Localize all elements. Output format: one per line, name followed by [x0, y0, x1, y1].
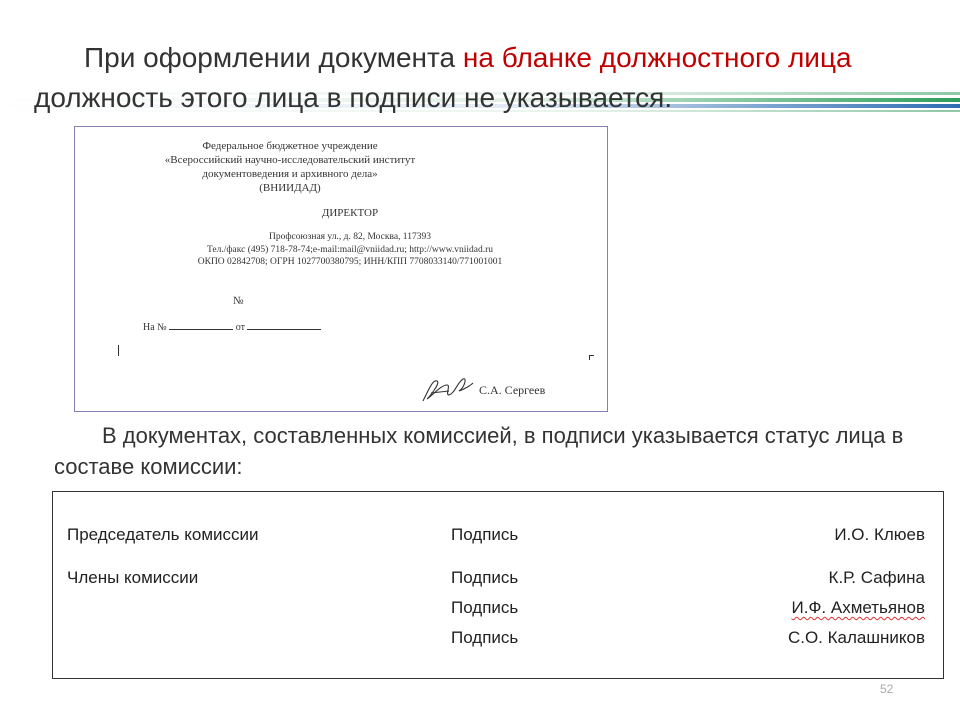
- reply-number-line: [169, 320, 233, 330]
- reply-date-line: [247, 320, 321, 330]
- signer-name: С.А. Сергеев: [479, 383, 546, 397]
- address-line: Профсоюзная ул., д. 82, Москва, 117393: [269, 232, 431, 242]
- corner-mark-right: [589, 355, 594, 360]
- handwritten-signature: [419, 371, 475, 407]
- member-name: И.Ф. Ахметьянов: [791, 598, 925, 617]
- org-line: «Всероссийский научно-исследовательский институт: [164, 154, 416, 166]
- org-line: документоведения и архивного дела»: [202, 168, 378, 180]
- address-line: Тел./факс (495) 718-78-74;e-mail:mail@vniidad.ru; http://www.vniidad.ru: [206, 244, 494, 255]
- member-name: С.О. Калашников: [787, 628, 925, 647]
- address-block: [75, 231, 625, 269]
- document-number-label: №: [233, 295, 244, 307]
- commission-role: Председатель комиссии: [67, 525, 259, 544]
- reply-prefix: На №: [143, 322, 167, 333]
- org-line: (ВНИИДАД): [259, 182, 321, 194]
- heading-part1: При оформлении документа: [84, 42, 463, 73]
- signature-label: Подпись: [451, 525, 519, 544]
- letterhead-sample: [74, 126, 608, 412]
- commission-intro: В документах, составленных комиссией, в подписи указывается статус лица в составе комиссии:: [54, 423, 904, 479]
- page-number: 52: [880, 682, 894, 696]
- organization-name: [75, 139, 505, 195]
- official-position: ДИРЕКТОР: [321, 207, 379, 219]
- member-name: К.Р. Сафина: [828, 568, 925, 587]
- signature-label: Подпись: [451, 628, 519, 647]
- reply-from: от: [235, 322, 245, 333]
- member-name: И.О. Клюев: [834, 525, 925, 544]
- slide-heading: [34, 38, 914, 118]
- signature-label: Подпись: [451, 598, 519, 617]
- heading-part2: должность этого лица в подписи не указывается.: [34, 82, 673, 113]
- signature-label: Подпись: [451, 568, 519, 587]
- reply-reference: [143, 320, 321, 333]
- heading-highlight: на бланке должностного лица: [462, 42, 852, 73]
- corner-mark-left: [118, 345, 119, 356]
- commission-signatures: [52, 491, 944, 679]
- org-line: Федеральное бюджетное учреждение: [202, 140, 378, 152]
- commission-role: Члены комиссии: [67, 568, 199, 587]
- address-line: ОКПО 02842708; ОГРН 1027700380795; ИНН/КПП 7708033140/771001001: [197, 257, 503, 267]
